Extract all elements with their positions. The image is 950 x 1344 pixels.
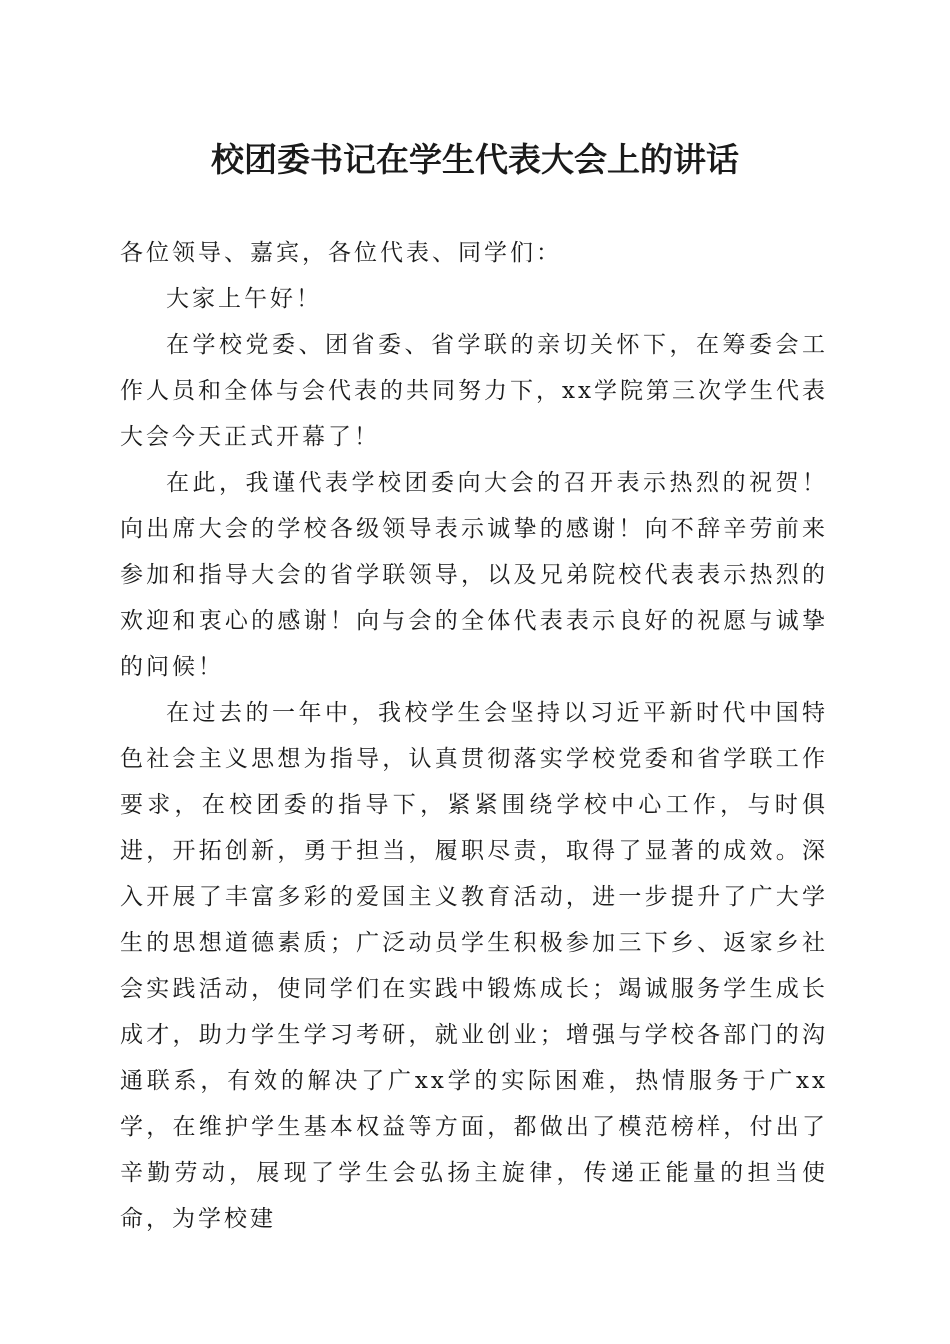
paragraph-opening: 在学校党委、团省委、省学联的亲切关怀下，在筹委会工作人员和全体与会代表的共同努力下，xx学院第三次学生代表大会今天正式开幕了！ <box>120 332 828 450</box>
document-title: 校团委书记在学生代表大会上的讲话 <box>211 140 739 179</box>
paragraph-review: 在过去的一年中，我校学生会坚持以习近平新时代中国特色社会主义思想为指导，认真贯彻落实学校党委和省学联工作要求，在校团委的指导下，紧紧围绕学校中心工作，与时俱进，开拓创新，勇于担当，履职尽责，取得了显著的成效。深入开展了丰富多彩的爱国主义教育活动，进一步提升了广大学生的思想道德素质；广泛动员学生积极参加三下乡、返家乡社会实践活动，使同学们在实践中锻炼成长；竭诚服务学生成长成才，助力学生学习考研，就业创业；增强与学校各部门的沟通联系，有效的解决了广xx学的实际困难，热情服务于广xx学，在维护学生基本权益等方面，都做出了模范榜样，付出了辛勤劳动，展现了学生会弘扬主旋律，传递正能量的担当使命，为学校建 <box>120 700 828 1232</box>
paragraph-greeting: 大家上午好！ <box>166 286 322 312</box>
salutation: 各位领导、嘉宾，各位代表、同学们： <box>120 240 562 266</box>
document-body <box>120 230 828 1242</box>
paragraph-thanks: 在此，我谨代表学校团委向大会的召开表示热烈的祝贺！向出席大会的学校各级领导表示诚挚的感谢！向不辞辛劳前来参加和指导大会的省学联领导，以及兄弟院校代表表示热烈的欢迎和衷心的感谢！向与会的全体代表表示良好的祝愿与诚挚的问候！ <box>120 470 828 680</box>
